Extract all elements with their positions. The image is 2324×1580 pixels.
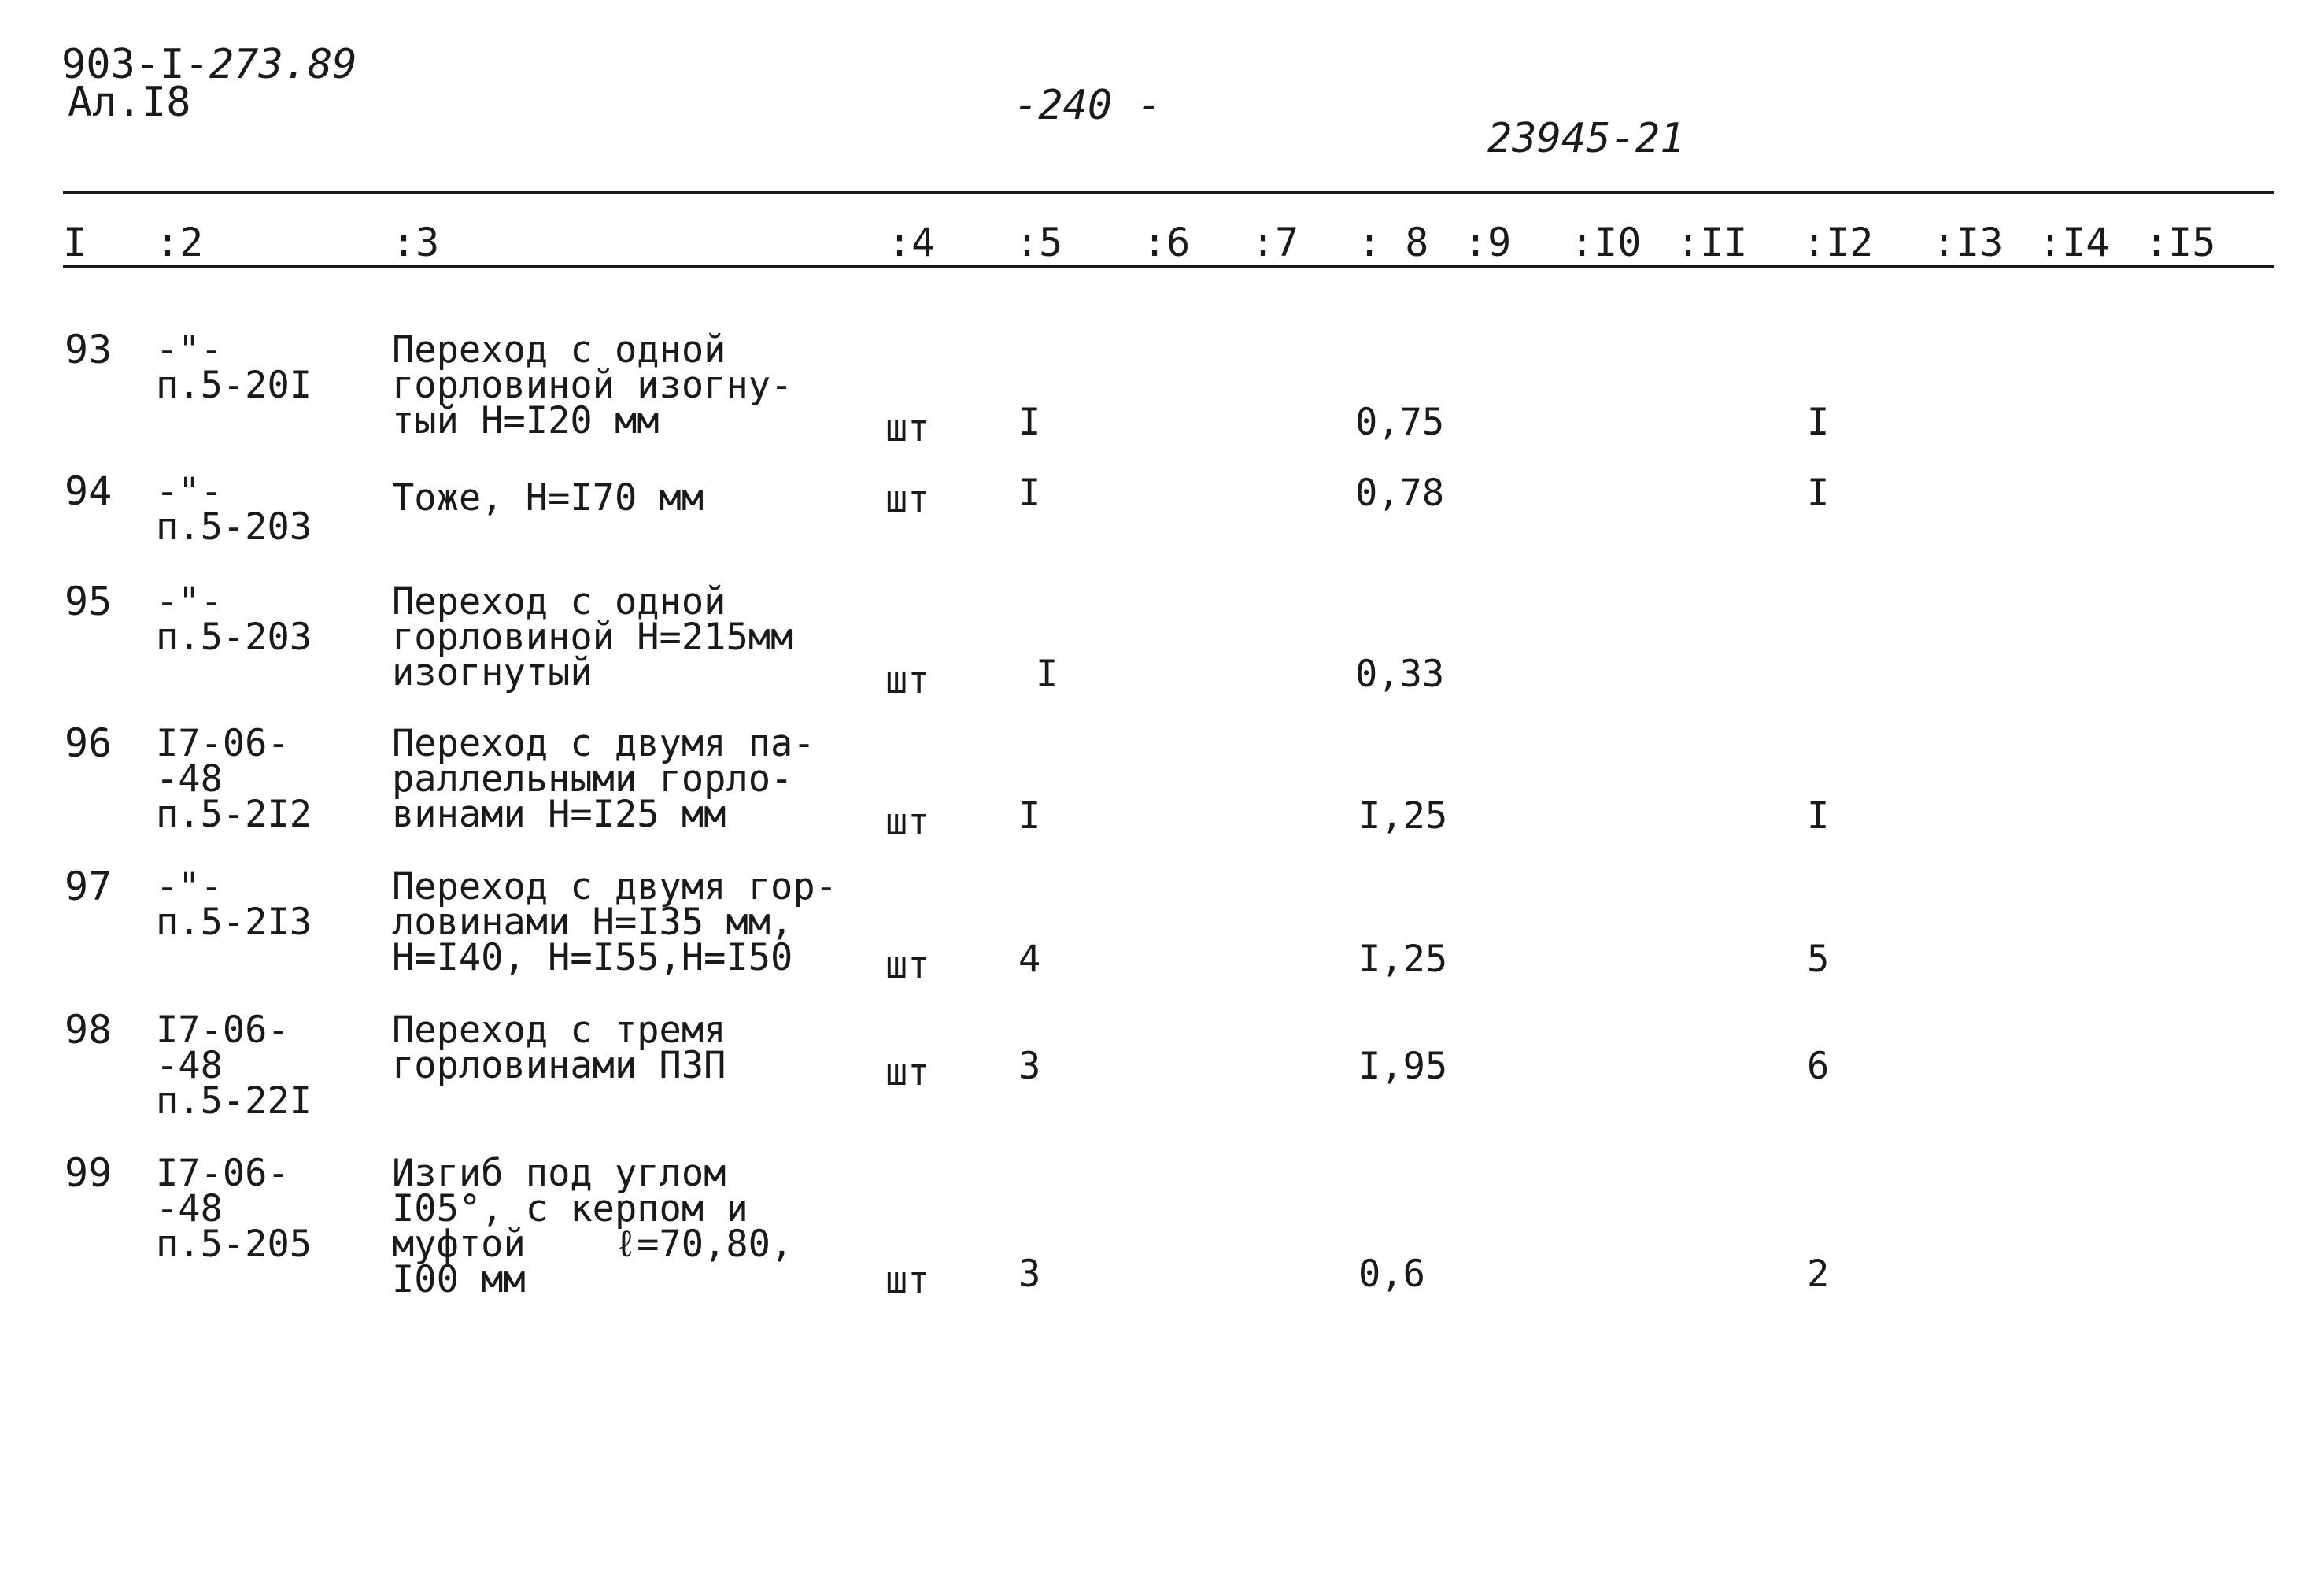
row-number: 94 [65,468,113,514]
column-header: :5 [1015,220,1063,265]
column-header: I [63,220,87,265]
column-header: :2 [156,220,204,265]
column-header: :I0 [1570,220,1642,265]
album-number: Ал.I8 [68,79,191,126]
column-header: :7 [1251,220,1299,265]
row-col8-value: I,25 [1358,938,1448,981]
row-number: 95 [65,579,113,624]
row-unit: шт [885,659,930,702]
row-number: 98 [65,1007,113,1053]
column-header: :I4 [2038,220,2110,265]
column-header: :I2 [1802,220,1874,265]
row-unit: шт [885,1051,930,1094]
row-description: Изгиб под углом I05°, с керпом и муфтой ℓ=70,80, I00 мм [392,1152,793,1301]
row-col8-value: 0,6 [1358,1253,1425,1296]
row-quantity: 3 [1018,1045,1041,1088]
row-col12-value: 2 [1807,1253,1830,1296]
row-quantity: I [1036,653,1059,696]
row-number: 96 [65,720,113,766]
row-quantity: I [1018,472,1041,515]
column-header: :I5 [2145,220,2216,265]
row-unit: шт [885,1259,930,1302]
row-unit: шт [885,407,930,450]
column-header: :9 [1464,220,1512,265]
row-number: 97 [65,864,113,909]
row-description: Переход с двумя па- раллельными горло- винами Н=I25 мм [392,722,815,836]
row-reference: -"- п.5-203 [156,470,312,549]
row-reference: I7-06- -48 п.5-205 [156,1152,312,1266]
row-quantity: I [1018,401,1041,444]
column-header: :II [1676,220,1748,265]
column-header: :4 [888,220,936,265]
column-header: :3 [392,220,440,265]
row-unit: шт [885,944,930,987]
row-col12-value: I [1807,794,1830,838]
row-col12-value: 6 [1807,1045,1830,1088]
row-number: 99 [65,1150,113,1196]
row-col8-value: 0,78 [1355,472,1445,515]
row-unit: шт [885,478,930,521]
row-description: Переход с двумя гор- ловинами Н=I35 мм, Н=I40, Н=I55,Н=I50 [392,865,837,979]
row-unit: шт [885,801,930,844]
row-quantity: I [1018,794,1041,838]
table-top-rule [63,191,2274,194]
row-col12-value: I [1807,401,1830,444]
row-description: Переход с тремя горловинами П3П [392,1008,726,1087]
row-description: Переход с одной горловиной Н=215мм изогнутый [392,580,793,694]
row-col8-value: I,25 [1358,794,1448,838]
stamp-number: 23945-21 [1487,115,1685,162]
row-col12-value: I [1807,472,1830,515]
row-description: Переход с одной горловиной изогну- тый Н=I20 мм [392,328,793,442]
row-reference: -"- п.5-203 [156,580,312,659]
row-col8-value: 0,75 [1355,401,1445,444]
document-code-handwritten: 273.89 [209,41,357,88]
row-quantity: 3 [1018,1253,1041,1296]
row-reference: I7-06- -48 п.5-22I [156,1008,312,1123]
row-reference: -"- п.5-2I3 [156,865,312,944]
row-col12-value: 5 [1807,938,1830,981]
row-number: 93 [65,327,113,372]
document-code-printed: 903-I- [61,41,209,88]
column-header: :6 [1143,220,1191,265]
row-reference: -"- п.5-20I [156,328,312,407]
row-col8-value: I,95 [1358,1045,1448,1088]
column-header: :I3 [1932,220,2004,265]
row-reference: I7-06- -48 п.5-2I2 [156,722,312,836]
row-col8-value: 0,33 [1355,653,1445,696]
row-description: Тоже, Н=I70 мм [392,476,704,520]
page-number: -240 - [1014,82,1162,129]
row-quantity: 4 [1018,938,1041,981]
column-header: : 8 [1358,220,1429,265]
